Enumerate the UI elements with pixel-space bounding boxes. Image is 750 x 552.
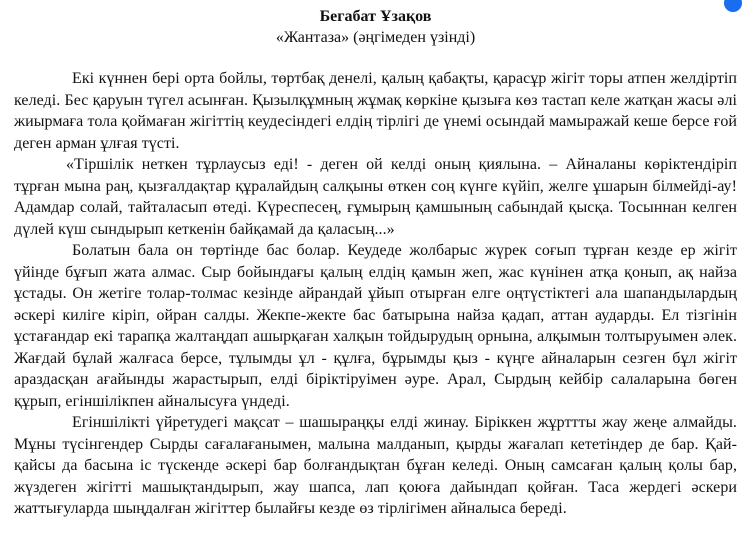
paragraph-2-quote: «Тіршілік неткен тұрлаусыз еді! - деген ой келді оның қиялына. – Айналаны көріктендіріп тұрған мына раң, қызғалдақтар құралайдың салқыны өткен соң күнге күйіп, желге ұшарын білмейді-ау! Адамдар солай, тайталасып өтеді. Күреспесең, ғұмырың қамшының сабындай қысқа. Тосыннан келген дүлей күш сындырып кеткенін байқамай да қаласың...»: [14, 156, 737, 238]
author-name: Бегабат Ұзақов: [319, 8, 432, 25]
paragraph-4: Егіншілікті үйретудегі мақсат – шашыраңқы елді жинау. Біріккен жұрттты жау жеңе алмайды. Мұны түсінгендер Сырды сағалағанымен, малына малданып, қырды жағалап кететіндер де бар. Қай-қайсы да басына іс түскенде әскері бар болғандықтан бұған келеді. Оның самсаған қалың қолы бар, жүздеген жігітті машықтандырып, жау шапса, лап қоюға дайындап қойған. Таса жердегі әскери жаттығуларда шыңдалған жігіттер былайғы кезде өз тірлігімен айналыса береді.: [14, 414, 737, 517]
story-subtitle: «Жантаза» (әңгімеден үзінді): [275, 29, 476, 46]
paragraph-3: Болатын бала он төртінде бас болар. Кеудеде жолбарыс жүрек соғып тұрған кезде ер жігіт үйінде бұғып жата алмас. Сыр бойындағы қалың елдің қамын жеп, жас күнінен атқа қонып, ақ найза ұстады. Он жетіге толар-толмас кезінде айрандай ұйып отырған елге оңтүстіктегі ала шапандылардың әскері килігe кіріп, ойран салды. Жекпе-жекте бас батырына найза қадап, аттан аударды. Ел тізгінін ұстағандар екі тарапқа жалтаңдап ашырқаған халқын тойдырудың орнына, алқымын толтыруымен әлек. Жағдай бұлай жалғаса берсе, тұлымды ұл - құлға, бұрымды қыз - күңге айналарын сезген бұл жігіт араздасқан ағайынды жарастырып, елді біріктіруімен әуре. Арал, Сырдың кейбір салаларына бөген құрып, егіншілікпен айналысуға үндеді.: [14, 242, 737, 410]
paragraph-1: Екі күннен бері орта бойлы, төртбақ денелі, қалың қабақты, қарасұр жігіт торы атпен желдіртіп келеді. Бес қаруын түгел асынған. Қызылқұмның жұмақ көркіне қызыға көз тастап келе жатқан жасы әлі жиырмаға тола қоймаған жігіттің кеудесіндегі елдің тірлігі де үнемі осындай мамыражай кеше берсе ғой деген арман ұлғая түсті.: [14, 70, 737, 152]
